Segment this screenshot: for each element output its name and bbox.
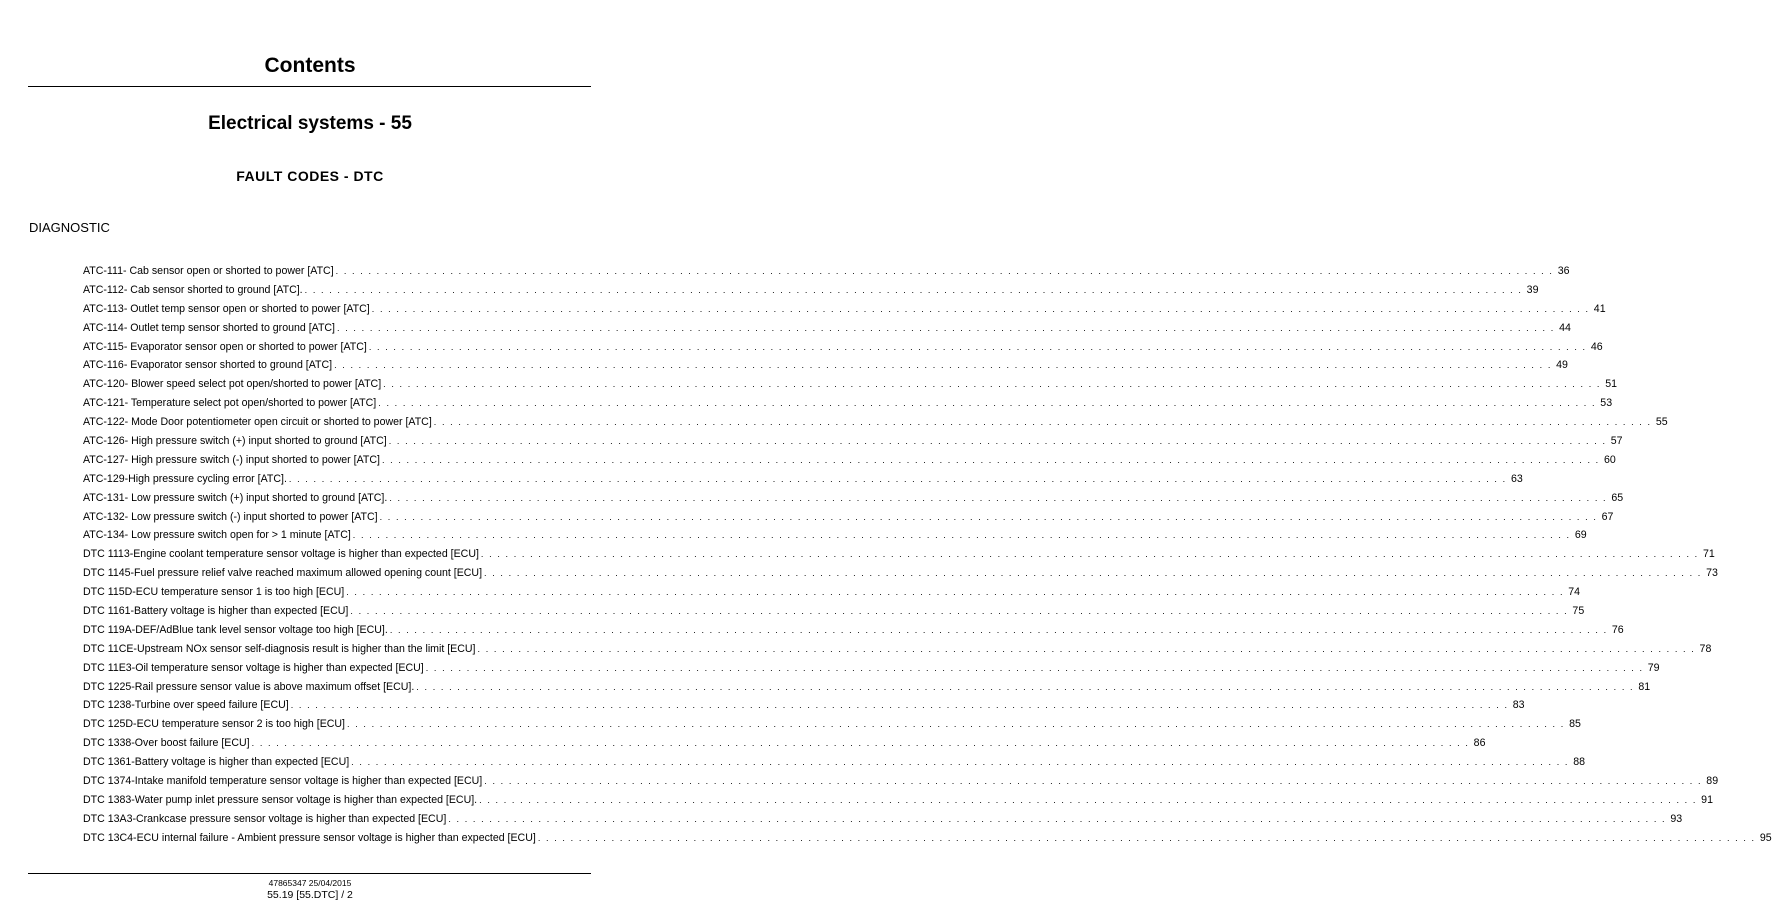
toc-entry-page: 88 xyxy=(1573,756,1586,769)
dot-leader xyxy=(481,547,1699,561)
toc-entry-page: 63 xyxy=(1510,472,1523,485)
toc-entry-page: 93 xyxy=(1670,812,1683,825)
toc-entry[interactable] xyxy=(83,774,1719,793)
toc-entry-title: ATC-127- High pressure switch (-) input shorted to power [ATC] xyxy=(83,453,380,466)
dot-leader xyxy=(346,585,1564,599)
toc-entry[interactable] xyxy=(83,717,1581,736)
dot-leader xyxy=(347,717,1565,731)
toc-entry[interactable] xyxy=(83,264,1570,283)
toc-entry-page: 65 xyxy=(1611,491,1624,504)
toc-entry-page: 74 xyxy=(1568,586,1581,599)
dot-leader xyxy=(305,283,1523,297)
toc-entry-page: 67 xyxy=(1601,510,1614,523)
toc-entry[interactable] xyxy=(83,812,1683,831)
toc-entry-title: ATC-115- Evaporator sensor open or shorted to power [ATC] xyxy=(83,340,367,353)
dot-leader xyxy=(538,831,1756,845)
toc-entry-page: 91 xyxy=(1701,793,1713,806)
dot-leader xyxy=(378,396,1596,410)
page-reference: 55.19 [55.DTC] / 2 xyxy=(267,889,353,901)
toc-entry-title: DTC 125D-ECU temperature sensor 2 is too high [ECU] xyxy=(83,718,346,731)
toc-entry-title: DTC 11E3-Oil temperature sensor voltage is higher than expected [ECU] xyxy=(83,661,424,674)
toc-entry[interactable] xyxy=(83,510,1614,529)
dot-leader xyxy=(369,340,1587,354)
toc-entry-title: DTC 1374-Intake manifold temperature sensor voltage is higher than expected [ECU] xyxy=(83,775,483,788)
toc-entry-page: 51 xyxy=(1605,378,1617,391)
top-rule xyxy=(28,86,591,87)
toc-entry-title: ATC-126- High pressure switch (+) input shorted to ground [ATC] xyxy=(83,435,387,448)
toc-entry[interactable] xyxy=(83,396,1613,415)
toc-entry-title: DTC 13A3-Crankcase pressure sensor voltage is higher than expected [ECU] xyxy=(83,812,447,825)
dot-leader xyxy=(426,661,1644,675)
toc-entry-page: 75 xyxy=(1572,605,1585,618)
toc-entry-page: 83 xyxy=(1512,699,1525,712)
toc-entry-page: 49 xyxy=(1556,359,1568,372)
toc-entry[interactable] xyxy=(83,453,1616,472)
dot-leader xyxy=(383,377,1601,391)
toc-entry-page: 86 xyxy=(1473,737,1486,750)
dot-leader xyxy=(336,264,1554,278)
toc-entry[interactable] xyxy=(83,680,1651,699)
toc-entry-title: ATC-120- Blower speed select pot open/shorted to power [ATC] xyxy=(83,378,382,391)
toc-entry-page: 71 xyxy=(1702,548,1715,561)
dot-leader xyxy=(372,302,1590,316)
toc-entry-page: 81 xyxy=(1638,680,1651,693)
toc-entry[interactable] xyxy=(83,547,1715,566)
toc-entry-page: 73 xyxy=(1706,567,1718,580)
toc-entry-page: 60 xyxy=(1603,453,1616,466)
dot-leader xyxy=(380,510,1598,524)
dot-leader xyxy=(389,434,1607,448)
dot-leader xyxy=(353,528,1571,542)
toc-entry-title: ATC-113- Outlet temp sensor open or shorted to power [ATC] xyxy=(83,302,370,315)
dot-leader xyxy=(478,642,1696,656)
dot-leader xyxy=(389,491,1607,505)
toc-entry[interactable] xyxy=(83,528,1587,547)
toc-entry-title: DTC 13C4-ECU internal failure - Ambient pressure sensor voltage is higher than expected [ECU] xyxy=(83,831,536,844)
toc-entry[interactable] xyxy=(83,793,1713,812)
dot-leader xyxy=(448,812,1666,826)
toc-entry-page: 89 xyxy=(1706,775,1719,788)
doc-info: 47865347 25/04/2015 xyxy=(268,878,352,888)
toc-entry-title: ATC-132- Low pressure switch (-) input shorted to power [ATC] xyxy=(83,510,378,523)
dot-leader xyxy=(484,566,1702,580)
dot-leader xyxy=(390,623,1608,637)
toc-entry[interactable] xyxy=(83,283,1539,302)
toc-entry-page: 85 xyxy=(1569,718,1581,731)
toc-entry-title: ATC-114- Outlet temp sensor shorted to ground [ATC] xyxy=(83,321,336,334)
bottom-rule xyxy=(28,873,591,874)
toc-entry[interactable] xyxy=(83,491,1624,510)
toc-list xyxy=(83,264,1772,850)
toc-entry[interactable] xyxy=(83,642,1712,661)
toc-entry[interactable] xyxy=(83,415,1668,434)
toc-entry[interactable] xyxy=(83,302,1606,321)
toc-entry-title: DTC 1361-Battery voltage is higher than expected [ECU] xyxy=(83,756,350,769)
toc-entry-page: 79 xyxy=(1647,661,1660,674)
dot-leader xyxy=(289,472,1507,486)
chapter-title: Electrical systems - 55 xyxy=(208,113,412,134)
toc-entry-title: DTC 1383-Water pump inlet pressure sensor voltage is higher than expected [ECU]. xyxy=(83,793,478,806)
toc-entry-title: DTC 11CE-Upstream NOx sensor self-diagnosis result is higher than the limit [ECU] xyxy=(83,642,476,655)
toc-entry[interactable] xyxy=(83,585,1581,604)
toc-entry-page: 95 xyxy=(1759,831,1772,844)
toc-entry-page: 78 xyxy=(1699,642,1712,655)
toc-entry-title: ATC-112- Cab sensor shorted to ground [ATC]. xyxy=(83,283,303,296)
toc-entry-page: 46 xyxy=(1590,340,1603,353)
dot-leader xyxy=(484,774,1702,788)
section-label: DIAGNOSTIC xyxy=(29,220,110,235)
toc-entry[interactable] xyxy=(83,377,1617,396)
toc-entry-title: ATC-134- Low pressure switch open for > 1 minute [ATC] xyxy=(83,529,351,542)
dot-leader xyxy=(337,321,1555,335)
dot-leader xyxy=(479,793,1697,807)
toc-entry[interactable] xyxy=(83,321,1571,340)
toc-entry-title: DTC 119A-DEF/AdBlue tank level sensor voltage too high [ECU]. xyxy=(83,623,388,636)
dot-leader xyxy=(434,415,1652,429)
toc-entry[interactable] xyxy=(83,434,1623,453)
toc-entry-title: ATC-116- Evaporator sensor shorted to ground [ATC] xyxy=(83,359,333,372)
toc-entry[interactable] xyxy=(83,604,1585,623)
toc-entry-page: 44 xyxy=(1559,321,1571,334)
toc-entry-title: DTC 1113-Engine coolant temperature sensor voltage is higher than expected [ECU] xyxy=(83,548,479,561)
toc-entry[interactable] xyxy=(83,566,1718,585)
toc-entry-page: 41 xyxy=(1593,302,1606,315)
dot-leader xyxy=(351,755,1569,769)
toc-entry[interactable] xyxy=(83,472,1523,491)
toc-entry-page: 55 xyxy=(1655,416,1668,429)
toc-entry[interactable] xyxy=(83,623,1624,642)
toc-entry-page: 57 xyxy=(1610,435,1623,448)
toc-entry-title: ATC-131- Low pressure switch (+) input shorted to ground [ATC]. xyxy=(83,491,388,504)
toc-entry[interactable] xyxy=(83,661,1660,680)
toc-entry-page: 36 xyxy=(1557,265,1570,277)
toc-entry[interactable] xyxy=(83,736,1486,755)
toc-entry-title: DTC 115D-ECU temperature sensor 1 is too high [ECU] xyxy=(83,586,345,599)
toc-entry[interactable] xyxy=(83,831,1772,850)
toc-entry[interactable] xyxy=(83,358,1568,377)
dot-leader xyxy=(382,453,1600,467)
dot-leader xyxy=(350,604,1568,618)
toc-entry-page: 53 xyxy=(1600,397,1613,410)
toc-entry-page: 69 xyxy=(1574,529,1587,542)
toc-entry-title: ATC-121- Temperature select pot open/shorted to power [ATC] xyxy=(83,397,377,410)
toc-entry-title: DTC 1161-Battery voltage is higher than expected [ECU] xyxy=(83,605,349,618)
toc-entry-title: ATC-122- Mode Door potentiometer open circuit or shorted to power [ATC] xyxy=(83,416,432,429)
toc-entry-page: 76 xyxy=(1611,623,1624,636)
toc-entry-title: ATC-129-High pressure cycling error [ATC]. xyxy=(83,472,287,485)
toc-entry-page: 39 xyxy=(1526,283,1539,296)
toc-entry[interactable] xyxy=(83,698,1525,717)
toc-entry-title: DTC 1338-Over boost failure [ECU] xyxy=(83,737,250,750)
toc-entry-title: DTC 1238-Turbine over speed failure [ECU] xyxy=(83,699,289,712)
dot-leader xyxy=(291,698,1509,712)
page-title: Contents xyxy=(264,54,356,77)
toc-entry-title: DTC 1225-Rail pressure sensor value is above maximum offset [ECU]. xyxy=(83,680,415,693)
dot-leader xyxy=(416,680,1634,694)
toc-entry[interactable] xyxy=(83,340,1603,359)
dot-leader xyxy=(334,358,1552,372)
dot-leader xyxy=(252,736,1470,750)
toc-entry-title: DTC 1145-Fuel pressure relief valve reached maximum allowed opening count [ECU] xyxy=(83,567,483,580)
toc-entry-title: ATC-111- Cab sensor open or shorted to power [ATC] xyxy=(83,265,334,277)
section-title: FAULT CODES - DTC xyxy=(236,168,384,184)
toc-entry[interactable] xyxy=(83,755,1586,774)
